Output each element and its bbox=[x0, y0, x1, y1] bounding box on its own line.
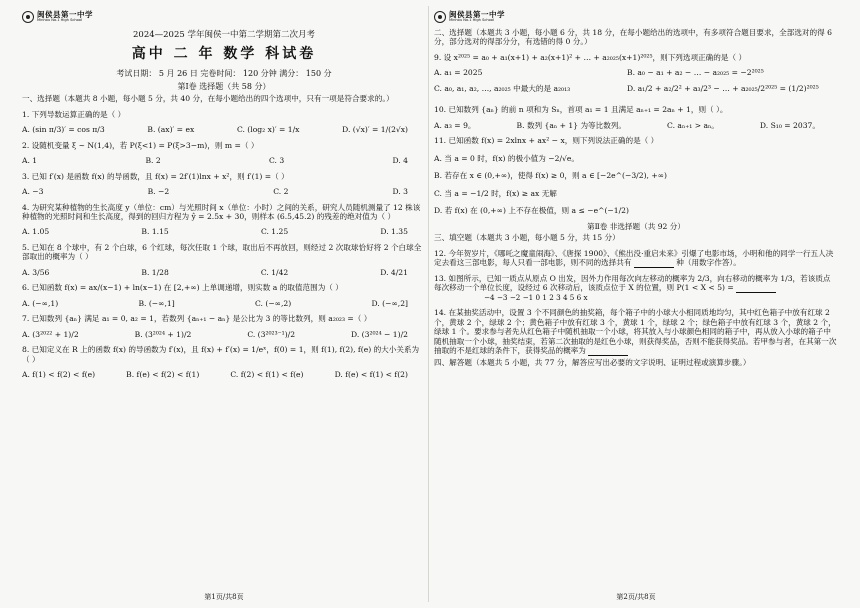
page-footer: 第2页/共8页 bbox=[616, 593, 656, 602]
option-c: C. 2 bbox=[273, 187, 289, 197]
option-d: D. (3²⁰²⁴ − 1)/2 bbox=[351, 329, 408, 339]
exam-info: 考试日期： 5 月 26 日 完卷时间： 120 分钟 满分： 150 分 bbox=[116, 69, 332, 79]
question-11: 11. 已知函数 f(x) = 2xlnx + ax² − x，则下列说法正确的是（ ） bbox=[434, 136, 659, 146]
question-3-options bbox=[22, 187, 426, 196]
option-d: D. 若 f(x) 在 (0,+∞) 上不存在极值，则 a ≤ −e^(−1/2) bbox=[434, 206, 629, 216]
option-c: C. 1.25 bbox=[260, 227, 289, 237]
option-d: D. f(e) < f(1) < f(2) bbox=[334, 370, 408, 380]
question-5-options bbox=[22, 268, 426, 277]
option-c: C. aₙ₊₁ > aₙ。 bbox=[667, 120, 719, 130]
subject-title: 高中 二 年 数学 科试卷 bbox=[131, 45, 317, 62]
option-a: A. f(1) < f(2) < f(e) bbox=[22, 370, 96, 380]
school-name: 闽侯县第一中学 bbox=[449, 10, 505, 20]
question-6: 6. 已知函数 f(x) = ax/(x−1) + ln(x−1) 在 [2,+∞) 上单调递增，则实数 a 的取值范围为（ ） bbox=[22, 283, 343, 293]
page-divider bbox=[428, 6, 429, 602]
question-2-options bbox=[22, 156, 426, 165]
question-8-options bbox=[22, 370, 426, 379]
option-c: C. 当 a = −1/2 时，f(x) ≥ ax 无解 bbox=[434, 188, 557, 198]
option-d: D. 1.35 bbox=[380, 227, 408, 237]
option-b: B. (−∞,1] bbox=[138, 298, 175, 308]
page-2 bbox=[434, 8, 838, 600]
page-footer: 第1页/共8页 bbox=[204, 593, 244, 602]
page-1 bbox=[22, 8, 426, 600]
question-13-text: 13. 如图所示，已知一质点从原点 O 出发，因外力作用每次向左移动的概率为 2/3，向右移动的概率为 1/3，若该质点每次移动一个单位长度，设经过 6 次移动后，该质点位于 X 的位置，则 P(1 < X < 5) = bbox=[434, 273, 831, 293]
school-logo bbox=[434, 8, 838, 26]
option-d: D. a₁/2 + a₂/2² + a₃/2³ − … + a₂₀₂₅/2²⁰²⁵ = (1/2)²⁰²⁵ bbox=[627, 83, 819, 93]
question-4: 4. 为研究某种植物的生长高度 y（单位：cm）与光照时间 x（单位：小时）之间的关系，研究人员随机测量了 12 株该种植物的光照时间和生长高度，得到的回归方程为 ŷ = 2.5x + 30，则样本 (6.5,45.2) 的残差的绝对值为（ ） bbox=[22, 202, 421, 221]
answer-blank bbox=[634, 260, 674, 268]
question-1: 1. 下列导数运算正确的是（ ） bbox=[22, 109, 126, 119]
option-b: B. f(e) < f(2) < f(1) bbox=[126, 370, 200, 380]
option-a: A. 3/56 bbox=[22, 267, 50, 277]
question-5: 5. 已知在 8 个球中，有 2 个白球，6 个红球，每次任取 1 个球，取出后不再放回，则经过 2 次取球恰好将 2 个白球全部取出的概率为（ ） bbox=[22, 242, 422, 262]
option-b: B. (3²⁰²⁴ + 1)/2 bbox=[134, 329, 192, 339]
question-9: 9. 设 x²⁰²⁵ = a₀ + a₁(x+1) + a₂(x+1)² + … + a₂₀₂₅(x+1)²⁰²⁵，则下列选项正确的是（ ） bbox=[434, 52, 747, 62]
option-c: C. a₀, a₁, a₂, …, a₂₀₂₅ 中最大的是 a₂₀₁₃ bbox=[434, 83, 571, 93]
question-2: 2. 设随机变量 ξ ~ N(1,4)，若 P(ξ<1) = P(ξ>3−m)，则 m =（ ） bbox=[22, 140, 259, 150]
section-heading: 三、填空题（本题共 3 小题，每小题 5 分，共 15 分） bbox=[434, 233, 620, 243]
school-seal-icon bbox=[434, 11, 446, 23]
option-c: C. (3²⁰²³⁻¹)/2 bbox=[247, 329, 296, 339]
option-a: A. −3 bbox=[22, 187, 44, 197]
question-6-options bbox=[22, 299, 426, 308]
option-d: D. (√x)′ = 1/(2√x) bbox=[342, 125, 408, 135]
section-heading: 二、选择题（本题共 3 小题，每小题 6 分，共 18 分，在每小题给出的选项中，有多项符合题目要求，全部选对的得 6 分，部分选对的得部分分，有选错的得 0 分。） bbox=[434, 28, 832, 47]
section-heading: 四、解答题（本题共 5 小题，共 77 分，解答应写出必要的文字说明、证明过程或演算步骤。） bbox=[434, 357, 751, 367]
option-b: B. 若存在 x ∈ (0,+∞)，使得 f(x) ≥ 0，则 a ∈ [−2e^(−3/2), +∞) bbox=[434, 171, 668, 181]
school-seal-icon bbox=[22, 11, 34, 23]
option-c: C. 3 bbox=[269, 156, 285, 166]
option-d: D. 4 bbox=[392, 156, 408, 166]
question-12 bbox=[434, 249, 838, 268]
question-7-options bbox=[22, 330, 426, 339]
option-d: D. (−∞,2] bbox=[371, 298, 408, 308]
school-name-en: Minhou No.1 High School bbox=[37, 18, 83, 23]
option-b: B. −2 bbox=[147, 187, 170, 197]
answer-blank bbox=[736, 285, 776, 293]
option-a: A. a₃ = 9。 bbox=[434, 120, 476, 130]
question-12-text: 12. 今年贺岁片，《哪吒之魔童闹海》、《唐探 1900》、《熊出没·重启未来》引爆了电影市场，小明和他的同学一行五人决定去看这三部电影，每人只看一部电影，则不同的选择共有 bbox=[434, 248, 834, 268]
school-logo bbox=[22, 8, 426, 26]
option-b: B. 2 bbox=[145, 156, 161, 166]
question-7: 7. 已知数列 {aₙ} 满足 a₁ = 0, a₂ = 1，若数列 {aₙ₊₁ − aₙ} 是公比为 3 的等比数列，则 a₂₀₂₃ =（ ） bbox=[22, 314, 372, 324]
exam-title: 2024—2025 学年闽侯一中第二学期第二次月考 bbox=[133, 30, 315, 40]
option-d: D. S₁₀ = 2037。 bbox=[759, 120, 820, 130]
question-8: 8. 已知定义在 R 上的函数 f(x) 的导函数为 f′(x)，且 f(x) + f′(x) = 1/eˣ，f(0) = 1，则 f(1), f(2), f(e) 的大小关系为（ ） bbox=[22, 345, 420, 364]
volume-title: 第Ⅱ卷 非选择题（共 92 分） bbox=[586, 221, 685, 231]
option-a: A. (3²⁰²² + 1)/2 bbox=[22, 329, 79, 339]
school-name: 闽侯县第一中学 bbox=[37, 10, 93, 20]
section-heading: 一、选择题（本题共 8 小题，每小题 5 分，共 40 分，在每小题给出的四个选项中，只有一项是符合要求的。） bbox=[22, 94, 394, 104]
question-12-end: 种（用数字作答）。 bbox=[676, 258, 741, 268]
question-9-options bbox=[434, 68, 838, 99]
volume-title: 第Ⅰ卷 选择题（共 58 分） bbox=[177, 82, 271, 92]
option-b: B. 1.15 bbox=[141, 227, 169, 237]
question-14-text: 14. 在某抽奖活动中，设置 3 个不同颜色的抽奖箱，每个箱子中的小球大小相同质地均匀，其中红色箱子中放有红球 2 个，黄球 2 个，绿球 2 个；黄色箱子中放有红球 3 个，黄球 1 个，绿球 2 个；绿色箱子中放有红球 3 个，黄球 2 个，绿球 1 个。要求参与者先从红色箱子中随机抽取一个小球，将其放入与小球颜色相同的箱子中，再从放入小球的箱子中随机抽取一个小球，抽奖结束，若第二次抽取的是红色小球，则获得奖品，否则不能获得奖品。若甲参与者，在其第一次抽取的不是红球的条件下，获得奖品的概率为 bbox=[434, 308, 837, 356]
answer-blank bbox=[588, 348, 628, 356]
question-4-options bbox=[22, 227, 426, 236]
question-14 bbox=[434, 308, 838, 355]
question-10-options bbox=[434, 121, 838, 130]
option-a: A. (−∞,1) bbox=[22, 298, 59, 308]
question-13 bbox=[434, 274, 838, 302]
question-3: 3. 已知 f′(x) 是函数 f(x) 的导函数，且 f(x) = 2f′(1)lnx + x²，则 f′(1) =（ ） bbox=[22, 171, 289, 181]
option-d: D. 3 bbox=[392, 187, 408, 197]
option-b: B. (ax)′ = ex bbox=[147, 125, 195, 135]
option-b: B. 1/28 bbox=[141, 267, 169, 277]
option-c: C. (log₂ x)′ = 1/x bbox=[236, 125, 300, 135]
option-a: A. 当 a = 0 时，f(x) 的极小值为 −2/√e。 bbox=[434, 153, 579, 163]
question-1-options bbox=[22, 125, 426, 134]
option-b: B. 数列 {aₙ + 1} 为等比数列。 bbox=[516, 120, 627, 130]
school-name-en: Minhou No.1 High School bbox=[449, 18, 495, 23]
number-line: −4 −3 −2 −1 0 1 2 3 4 5 6 x bbox=[484, 292, 588, 302]
option-c: C. 1/42 bbox=[260, 267, 289, 277]
option-d: D. 4/21 bbox=[380, 267, 408, 277]
option-c: C. f(2) < f(1) < f(e) bbox=[230, 370, 304, 380]
option-a: A. 1 bbox=[22, 156, 38, 166]
option-a: A. 1.05 bbox=[22, 227, 50, 237]
option-a: A. a₁ = 2025 bbox=[434, 68, 483, 78]
question-10: 10. 已知数列 {aₙ} 的前 n 项和为 Sₙ，首项 a₁ = 1 且满足 aₙ₊₁ = 2aₙ + 1，则（ ）。 bbox=[434, 105, 728, 115]
option-c: C. (−∞,2) bbox=[254, 298, 292, 308]
option-a: A. (sin π/3)′ = cos π/3 bbox=[22, 125, 105, 135]
option-b: B. a₀ − a₁ + a₂ − … − a₂₀₂₅ = −2²⁰²⁵ bbox=[627, 68, 764, 78]
